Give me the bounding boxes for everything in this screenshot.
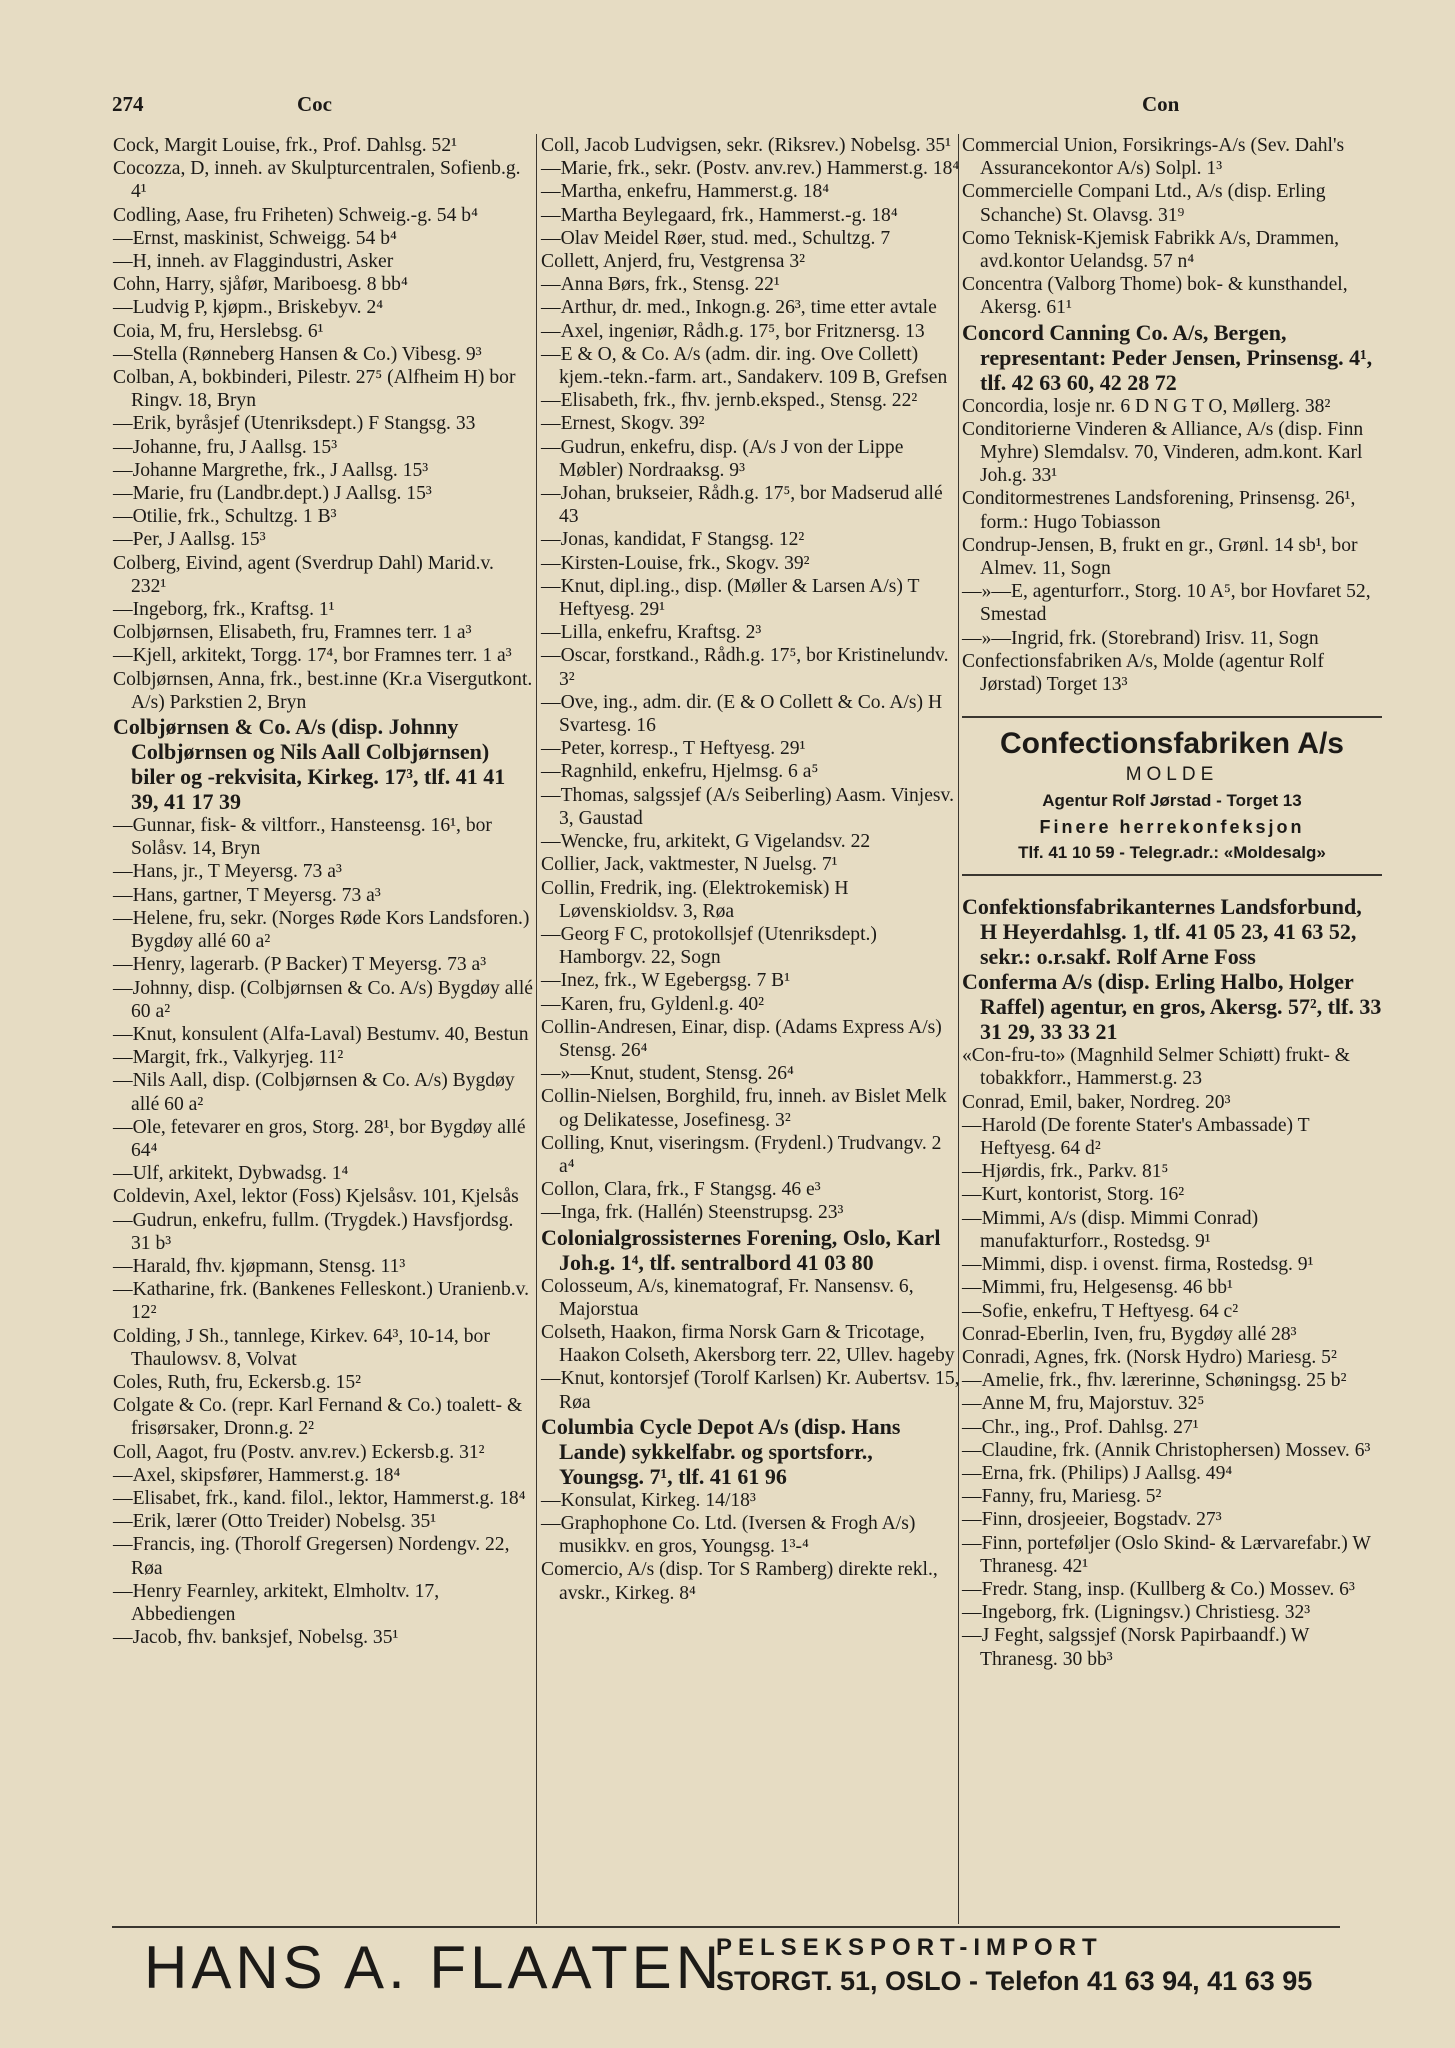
directory-entry: —Harold (De forente Stater's Ambassade) T Heftyesg. 64 d² <box>962 1114 1310 1160</box>
flaaten-advertisement <box>112 1926 1340 2001</box>
directory-entry: Colseth, Haakon, firma Norsk Garn & Tricotage, Haakon Colseth, Akersborg terr. 22, Ullev. hageby <box>541 1321 955 1367</box>
directory-entry: Collin, Fredrik, ing. (Elektrokemisk) H Løvenskioldsv. 3, Røa <box>541 877 849 922</box>
directory-entry: —Harald, fhv. kjøpmann, Stensg. 11³ <box>113 1255 406 1277</box>
directory-entry: —Johan, brukseier, Rådh.g. 17⁵, bor Madserud allé 43 <box>541 483 943 528</box>
directory-entry: —Kjell, arkitekt, Torgg. 17⁴, bor Framnes terr. 1 a³ <box>113 645 512 667</box>
directory-entry: —Axel, skipsfører, Hammerst.g. 18⁴ <box>113 1464 401 1486</box>
directory-entry: —Kurt, kontorist, Storg. 16² <box>962 1184 1185 1206</box>
directory-entry: Concordia, losje nr. 6 D N G T O, Møllerg. 38² <box>962 395 1331 417</box>
directory-entry: —»—Ingrid, frk. (Storebrand) Irisv. 11, Sogn <box>962 627 1319 649</box>
directory-entry: —Johanne Margrethe, frk., J Aallsg. 15³ <box>113 459 429 481</box>
directory-entry: —Amelie, frk., fhv. lærerinne, Schøningsg. 25 b² <box>962 1370 1347 1392</box>
directory-entry: Conradi, Agnes, frk. (Norsk Hydro) Mariesg. 5² <box>962 1346 1337 1368</box>
directory-entry: Coll, Aagot, fru (Postv. anv.rev.) Eckersb.g. 31² <box>113 1441 485 1463</box>
ad-city: MOLDE <box>1125 764 1219 786</box>
directory-entry: —Arthur, dr. med., Inkogn.g. 26³, time etter avtale <box>541 297 937 319</box>
confectionsfabriken-advertisement <box>962 716 1382 876</box>
directory-entry: —Thomas, salgssjef (A/s Seiberling) Aasm. Vinjesv. 3, Gaustad <box>541 784 954 829</box>
directory-entry: —Stella (Rønneberg Hansen & Co.) Vibesg. 9³ <box>113 343 482 365</box>
directory-entry: —Margit, frk., Valkyrjeg. 11² <box>113 1047 344 1069</box>
directory-entry: —Axel, ingeniør, Rådh.g. 17⁵, bor Fritznersg. 13 <box>541 320 925 342</box>
directory-entry: —Oscar, forstkand., Rådh.g. 17⁵, bor Kristinelundv. 3² <box>541 645 949 690</box>
directory-entry: Coia, M, fru, Herslebsg. 6¹ <box>113 320 324 342</box>
directory-entry: —Ernest, Skogv. 39² <box>541 413 705 435</box>
directory-entry: Colbjørnsen, Elisabeth, fru, Framnes terr. 1 a³ <box>113 622 472 644</box>
directory-entry: Confectionsfabriken A/s, Molde (agentur Rolf Jørstad) Torget 13³ <box>962 650 1324 696</box>
directory-entry: Coles, Ruth, fru, Eckersb.g. 15² <box>113 1371 362 1393</box>
directory-entry: —Knut, kontorsjef (Torolf Karlsen) Kr. Aubertsv. 15, Røa <box>541 1368 960 1413</box>
directory-entry: —Claudine, frk. (Annik Christophersen) Mossev. 6³ <box>962 1439 1371 1461</box>
directory-entry: —Mimmi, disp. i ovenst. firma, Rostedsg. 9¹ <box>962 1254 1314 1276</box>
right-running-head: Con <box>1142 92 1180 116</box>
directory-entry: —Erik, lærer (Otto Treider) Nobelsg. 35¹ <box>113 1511 437 1533</box>
directory-entry: —Erik, byråsjef (Utenriksdept.) F Stangsg. 33 <box>113 413 476 435</box>
directory-entry: —H, inneh. av Flaggindustri, Asker <box>113 251 394 273</box>
directory-entry: Comercio, A/s (disp. Tor S Ramberg) direkte rekl., avskr., Kirkeg. 8⁴ <box>541 1559 938 1604</box>
directory-entry: —Sofie, enkefru, T Heftyesg. 64 c² <box>962 1300 1239 1322</box>
column-divider <box>536 134 537 1924</box>
directory-entry: —Ingeborg, frk. (Ligningsv.) Christiesg. 32³ <box>962 1602 1311 1624</box>
directory-entry: —Martha Beylegaard, frk., Hammerst.-g. 18⁴ <box>541 204 898 226</box>
directory-entry: —Knut, konsulent (Alfa-Laval) Bestumv. 40, Bestun <box>113 1023 529 1045</box>
directory-entry: —Anna Børs, frk., Stensg. 22¹ <box>541 274 780 296</box>
directory-entry: —Finn, porteføljer (Oslo Skind- & Lærvarefabr.) W Thranesg. 42¹ <box>962 1532 1371 1577</box>
directory-entry: Commercielle Compani Ltd., A/s (disp. Erling Schanche) St. Olavsg. 31⁹ <box>962 181 1326 226</box>
ad-contact: Tlf. 41 10 59 - Telegr.adr.: «Moldesalg» <box>1018 843 1326 863</box>
directory-entry: Confektionsfabrikanternes Landsforbund, H Heyerdahlsg. 1, tlf. 41 05 23, 41 63 52, sekr.: o.r.sakf. Rolf Arne Foss <box>962 894 1362 970</box>
directory-entry: Colding, J Sh., tannlege, Kirkev. 64³, 10-14, bor Thaulowsv. 8, Volvat <box>113 1325 490 1370</box>
directory-entry: Como Teknisk-Kjemisk Fabrikk A/s, Drammen, avd.kontor Uelandsg. 57 n⁴ <box>962 227 1340 273</box>
directory-entry: Columbia Cycle Depot A/s (disp. Hans Lande) sykkelfabr. og sportsforr., Youngsg. 7¹, tlf. 41 61 96 <box>541 1413 901 1489</box>
directory-entry: —Marie, frk., sekr. (Postv. anv.rev.) Hammerst.g. 18⁴ <box>541 158 960 180</box>
ad-title: Confectionsfabriken A/s <box>1000 727 1344 761</box>
directory-entry: —»—Knut, student, Stensg. 26⁴ <box>541 1063 794 1085</box>
directory-entry: —Ulf, arkitekt, Dybwadsg. 1⁴ <box>113 1163 349 1185</box>
directory-entry: —»—E, agenturforr., Storg. 10 A⁵, bor Hovfaret 52, Smestad <box>962 581 1371 626</box>
directory-entry: —Henry Fearnley, arkitekt, Elmholtv. 17, Abbediengen <box>113 1580 440 1625</box>
directory-entry: —Karen, fru, Gyldenl.g. 40² <box>541 993 764 1015</box>
directory-entry: —Ove, ing., adm. dir. (E & O Collett & Co. A/s) H Svartesg. 16 <box>541 691 943 737</box>
directory-entry: —Finn, drosjeeier, Bogstadv. 27³ <box>962 1509 1222 1531</box>
directory-entry: —Ernst, maskinist, Schweigg. 54 b⁴ <box>113 227 397 249</box>
directory-entry: —Francis, ing. (Thorolf Gregersen) Nordengv. 22, Røa <box>113 1534 510 1579</box>
directory-column-1 <box>113 134 533 1649</box>
directory-entry: —Otilie, frk., Schultzg. 1 B³ <box>113 506 337 528</box>
directory-entry: —Elisabet, frk., kand. filol., lektor, Hammerst.g. 18⁴ <box>113 1487 526 1509</box>
directory-entry: —Graphophone Co. Ltd. (Iversen & Frogh A/s) musikkv. en gros, Youngsg. 1³-⁴ <box>541 1512 916 1558</box>
directory-entry: —E & O, & Co. A/s (adm. dir. ing. Ove Collett) kjem.-tekn.-farm. art., Sandakerv. 109 B, Grefsen <box>541 343 948 389</box>
directory-column-3-top <box>962 134 1382 696</box>
directory-entry: Commercial Union, Forsikrings-A/s (Sev. Dahl's Assurancekontor A/s) Solpl. 1³ <box>962 135 1345 180</box>
directory-entry: —Mimmi, A/s (disp. Mimmi Conrad) manufakturforr., Rostedsg. 9¹ <box>962 1207 1259 1252</box>
directory-entry: —Johnny, disp. (Colbjørnsen & Co. A/s) Bygdøy allé 60 a² <box>113 977 533 1022</box>
directory-entry: Codling, Aase, fru Friheten) Schweig.-g. 54 b⁴ <box>113 204 478 226</box>
directory-entry: —Marie, fru (Landbr.dept.) J Aallsg. 15³ <box>113 483 432 505</box>
directory-entry: Colosseum, A/s, kinematograf, Fr. Nansensv. 6, Majorstua <box>541 1275 914 1320</box>
directory-entry: —Martha, enkefru, Hammerst.g. 18⁴ <box>541 181 830 203</box>
directory-entry: Conditorierne Vinderen & Alliance, A/s (disp. Finn Myhre) Slemdalsv. 70, Vinderen, adm.kont. Karl Joh.g. 33¹ <box>962 418 1364 487</box>
directory-entry: —Knut, dipl.ing., disp. (Møller & Larsen A/s) T Heftyesg. 29¹ <box>541 575 920 621</box>
directory-entry: —Erna, frk. (Philips) J Aallsg. 49⁴ <box>962 1462 1233 1484</box>
directory-entry: Cock, Margit Louise, frk., Prof. Dahlsg. 52¹ <box>113 135 458 156</box>
directory-entry: Coldevin, Axel, lektor (Foss) Kjelsåsv. 101, Kjelsås <box>113 1186 519 1208</box>
directory-entry: Cohn, Harry, sjåfør, Mariboesg. 8 bb⁴ <box>113 274 408 296</box>
directory-entry: —Nils Aall, disp. (Colbjørnsen & Co. A/s) Bygdøy allé 60 a² <box>113 1070 515 1115</box>
directory-entry: —Gudrun, enkefru, fullm. (Trygdek.) Havsfjordsg. 31 b³ <box>113 1209 514 1254</box>
directory-entry: —Inez, frk., W Egebergsg. 7 B¹ <box>541 970 791 992</box>
directory-entry: —Gunnar, fisk- & viltforr., Hansteensg. 16¹, bor Solåsv. 14, Bryn <box>113 815 492 860</box>
directory-entry: Colonialgrossisternes Forening, Oslo, Karl Joh.g. 1⁴, tlf. sentralbord 41 03 80 <box>541 1224 941 1275</box>
directory-entry: —Chr., ing., Prof. Dahlsg. 27¹ <box>962 1416 1199 1438</box>
directory-entry: —Wencke, fru, arkitekt, G Vigelandsv. 22 <box>541 831 871 853</box>
directory-entry: —Hans, gartner, T Meyersg. 73 a³ <box>113 884 381 906</box>
ad-address-line: STORGT. 51, OSLO - Telefon 41 63 94, 41 63 95 <box>716 1966 1313 1996</box>
directory-entry: Concord Canning Co. A/s, Bergen, representant: Peder Jensen, Prinsensg. 4¹, tlf. 42 63 60, 42 28 72 <box>962 319 1373 395</box>
directory-entry: —Fanny, fru, Mariesg. 5² <box>962 1486 1162 1508</box>
directory-entry: Colbjørnsen, Anna, frk., best.inne (Kr.a Visergutkont. A/s) Parkstien 2, Bryn <box>113 668 533 713</box>
directory-entry: —Hans, jr., T Meyersg. 73 a³ <box>113 861 342 883</box>
ad-company-name: HANS A. FLAATEN <box>144 1934 724 2001</box>
directory-entry: —Gudrun, enkefru, disp. (A/s J von der Lippe Møbler) Nordraaksg. 9³ <box>541 436 904 481</box>
directory-entry: —Fredr. Stang, insp. (Kullberg & Co.) Mossev. 6³ <box>962 1578 1355 1600</box>
directory-entry: Collon, Clara, frk., F Stangsg. 46 e³ <box>541 1179 821 1201</box>
directory-entry: Concentra (Valborg Thome) bok- & kunsthandel, Akersg. 61¹ <box>962 274 1348 319</box>
directory-column-3-bottom <box>962 894 1382 1670</box>
directory-entry: Collett, Anjerd, fru, Vestgrensa 3² <box>541 251 805 273</box>
directory-entry: —Helene, fru, sekr. (Norges Røde Kors Landsforen.) Bygdøy allé 60 a² <box>113 907 530 953</box>
left-running-head: Coc <box>297 92 332 116</box>
directory-entry: —Konsulat, Kirkeg. 14/18³ <box>541 1489 756 1511</box>
directory-entry: —Ingeborg, frk., Kraftsg. 1¹ <box>113 599 335 621</box>
page-number: 274 <box>112 92 144 116</box>
directory-entry: —Olav Meidel Røer, stud. med., Schultzg. 7 <box>541 227 891 249</box>
page-header <box>112 92 1340 122</box>
ad-business-line: PELSEKSPORT-IMPORT <box>716 1934 1103 1961</box>
directory-entry: Conrad, Emil, baker, Nordreg. 20³ <box>962 1091 1231 1113</box>
directory-entry: Colbjørnsen & Co. A/s (disp. Johnny Colbjørnsen og Nils Aall Colbjørnsen) biler og -rekvisita, Kirkeg. 17³, tlf. 41 41 39, 41 17 39 <box>113 714 506 815</box>
directory-entry: —Peter, korresp., T Heftyesg. 29¹ <box>541 738 806 760</box>
directory-entry: —Hjørdis, frk., Parkv. 81⁵ <box>962 1161 1169 1183</box>
ad-agent: Agentur Rolf Jørstad - Torget 13 <box>1042 791 1302 811</box>
directory-entry: Colberg, Eivind, agent (Sverdrup Dahl) Marid.v. 232¹ <box>113 552 494 597</box>
directory-entry: —Anne M, fru, Majorstuv. 32⁵ <box>962 1393 1205 1415</box>
directory-entry: Conrad-Eberlin, Iven, fru, Bygdøy allé 28³ <box>962 1323 1297 1345</box>
directory-entry: —Ludvig P, kjøpm., Briskebyv. 2⁴ <box>113 297 384 319</box>
directory-entry: —Ragnhild, enkefru, Hjelmsg. 6 a⁵ <box>541 761 819 783</box>
directory-column-3 <box>962 134 1382 1671</box>
directory-entry: Condrup-Jensen, B, frukt en gr., Grønl. 14 sb¹, bor Almev. 11, Sogn <box>962 534 1358 580</box>
directory-entry: —Jonas, kandidat, F Stangsg. 12² <box>541 529 805 551</box>
directory-entry: —Henry, lagerarb. (P Backer) T Meyersg. 73 a³ <box>113 954 487 976</box>
directory-entry: —Kirsten-Louise, frk., Skogv. 39² <box>541 552 810 574</box>
directory-entry: Colban, A, bokbinderi, Pilestr. 27⁵ (Alfheim H) bor Ringv. 18, Bryn <box>113 367 516 412</box>
directory-entry: Collin-Nielsen, Borghild, fru, inneh. av Bislet Melk og Delikatesse, Josefinesg. 3² <box>541 1086 947 1131</box>
directory-entry: Conferma A/s (disp. Erling Halbo, Holger Raffel) agentur, en gros, Akersg. 57², tlf. 33 31 29, 33 33 21 <box>962 969 1382 1045</box>
ad-tagline: Finere herrekonfeksjon <box>1039 817 1305 838</box>
directory-entry: —Katharine, frk. (Bankenes Felleskont.) Uranienb.v. 12² <box>113 1279 530 1324</box>
directory-entry: —Lilla, enkefru, Kraftsg. 2³ <box>541 622 762 644</box>
directory-entry: Coll, Jacob Ludvigsen, sekr. (Riksrev.) Nobelsg. 35¹ <box>541 135 952 156</box>
directory-entry: —Ole, fetevarer en gros, Storg. 28¹, bor Bygdøy allé 64⁴ <box>113 1116 526 1161</box>
directory-entry: «Con-fru-to» (Magnhild Selmer Schiøtt) frukt- & tobakkforr., Hammerst.g. 23 <box>962 1045 1351 1090</box>
directory-entry: Collier, Jack, vaktmester, N Juelsg. 7¹ <box>541 854 838 876</box>
directory-entry: —Georg F C, protokollsjef (Utenriksdept.) Hamborgv. 22, Sogn <box>541 923 877 969</box>
directory-entry: —Per, J Aallsg. 15³ <box>113 529 266 551</box>
directory-entry: Conditormestrenes Landsforening, Prinsensg. 26¹, form.: Hugo Tobiasson <box>962 488 1356 533</box>
directory-entry: —Mimmi, fru, Helgesensg. 46 bb¹ <box>962 1277 1233 1299</box>
directory-entry: Cocozza, D, inneh. av Skulpturcentralen, Sofienb.g. 4¹ <box>113 158 521 203</box>
directory-entry: Collin-Andresen, Einar, disp. (Adams Express A/s) Stensg. 26⁴ <box>541 1016 942 1061</box>
directory-entry: —Elisabeth, frk., fhv. jernb.eksped., Stensg. 22² <box>541 390 918 412</box>
directory-entry: —Johanne, fru, J Aallsg. 15³ <box>113 436 338 458</box>
directory-entry: —Jacob, fhv. banksjef, Nobelsg. 35¹ <box>113 1627 399 1649</box>
directory-entry: —Inga, frk. (Hallén) Steenstrupsg. 23³ <box>541 1202 844 1224</box>
directory-entry: —J Feght, salgssjef (Norsk Papirbaandf.) W Thranesg. 30 bb³ <box>962 1625 1310 1670</box>
directory-entry: Colgate & Co. (repr. Karl Fernand & Co.) toalett- & frisørsaker, Dronn.g. 2² <box>113 1395 523 1440</box>
directory-entry: Colling, Knut, viseringsm. (Frydenl.) Trudvangv. 2 a⁴ <box>541 1132 942 1177</box>
directory-column-2 <box>541 134 961 1605</box>
